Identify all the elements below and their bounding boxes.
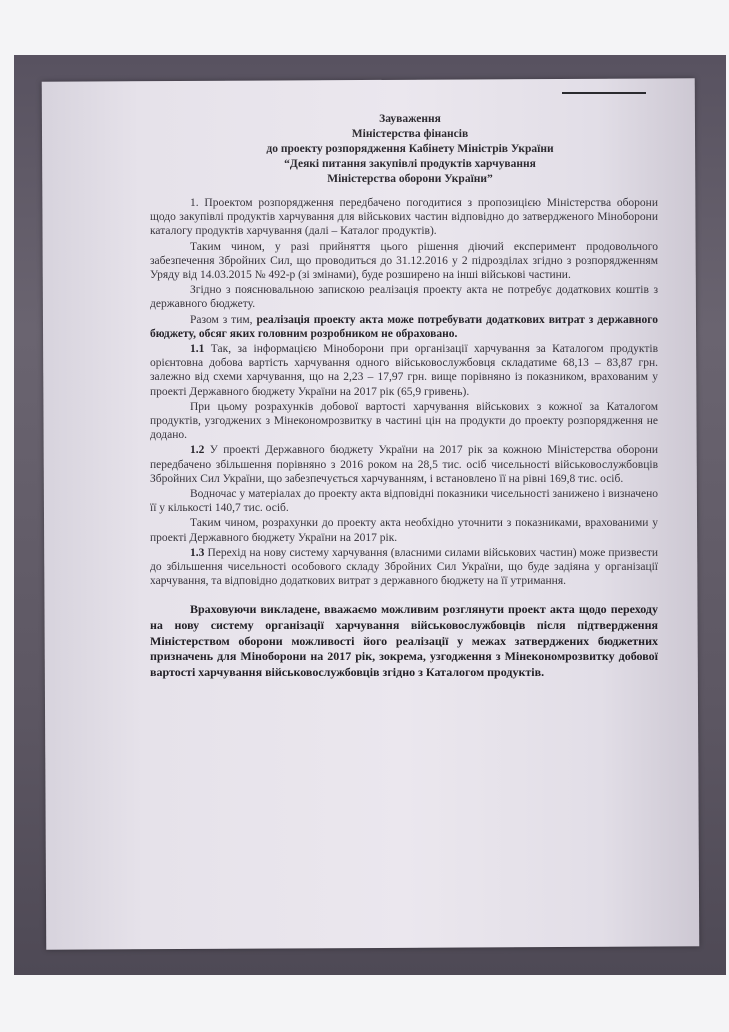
paragraph-number: 1.1 — [190, 343, 205, 356]
paragraph-2: Таким чином, у разі прийняття цього рішення діючий експеримент продовольчого забезпечення Збройних Сил, що проводиться до 31.12.2016 у 2 підрозділах згідно з розпорядженням Уряду від 14.03.2015 № 492-р (зі змінами), буде розширено на інші військові частини. — [150, 240, 658, 282]
paragraph-number: 1.2 — [190, 444, 205, 457]
paragraph-1-1 — [150, 342, 658, 399]
header-draft-title-cont: Міністерства оборони України” — [327, 173, 493, 185]
paragraph-emphasis: реалізація проекту акта може потребувати додаткових витрат з державного бюджету, обсяг яких головним розробником не обраховано. — [150, 313, 658, 340]
paragraph-1 — [150, 196, 658, 239]
header-ministry: Міністерства фінансів — [351, 128, 469, 140]
header-subject: до проекту розпорядження Кабінету Міністрів України — [266, 143, 554, 155]
paragraph-3: Згідно з пояснювальною запискою реалізація проекту акта не потребує додаткових коштів з державного бюджету. — [150, 284, 658, 311]
header-title: Зауваження — [379, 113, 441, 125]
paragraph-text: Проектом розпорядження передбачено погодитися з пропозицією Міністерства оборони щодо закупівлі продуктів харчування для військових частин відповідно до затвердженого Міноборони каталогу продуктів харчування (далі – Каталог продуктів). — [150, 197, 658, 238]
paragraph-6: При цьому розрахунків добової вартості харчування військових з кожної за Каталогом продуктів, узгоджених з Мінекономрозвитку в частині цін на продукти до проекту розпорядження не додано. — [150, 400, 658, 442]
paragraph-text: Так, за інформацією Міноборони при організації харчування за Каталогом продуктів орієнтовна добова вартість харчування одного військовослужбовця складатиме 68,13 – 83,87 грн. залежно від схеми харчування, що на 2,23 – 17,97 грн. вище порівняно із показником, врахованим у проекті Державного бюджету України на 2017 рік (65,9 гривень). — [150, 343, 658, 398]
paragraph-text: У проекті Державного бюджету України на 2017 рік за кожною Міністерства оборони передбачено збільшення порівняно з 2016 роком на 28,5 тис. осіб чисельності військовослужбовців Збройних Сил України, що забезпечується харчуванням, і встановлено її на рівні 169,8 тис. осіб. — [150, 444, 658, 485]
paragraph-text: Перехід на нову систему харчування (власними силами військових частин) може призвести до збільшення чисельності особового складу Збройних Сил України, що буде задіяна у організації харчування, та відповідно додаткових витрат з державного бюджету на її утримання. — [150, 546, 658, 588]
paragraph-number: 1.3 — [190, 546, 205, 559]
paragraph-4 — [150, 313, 658, 341]
paragraph-1-3 — [150, 546, 658, 589]
header-draft-title: “Деякі питання закупівлі продуктів харчування — [284, 158, 536, 170]
document-body — [150, 196, 658, 680]
paragraph-lead: Разом з тим, — [190, 313, 253, 326]
paragraph-9: Таким чином, розрахунки до проекту акта необхідно уточнити з показниками, врахованими у проекті Державного бюджету України на 2017 рік. — [150, 517, 658, 544]
photo-bottom-margin — [14, 975, 726, 1032]
paragraph-8: Водночас у матеріалах до проекту акта відповідні показники чисельності занижено і визначено її у кількості 140,7 тис. осіб. — [150, 488, 658, 515]
conclusion-paragraph: Враховуючи викладене, вважаємо можливим розглянути проект акта щодо переходу на нову систему організації харчування військовослужбовців після підтвердження Міністерством оборони можливості його реалізації у межах затверджених бюджетних призначень для Міноборони на 2017 рік, зокрема, узгодження з Мінекономрозвитку добової вартості харчування військовослужбовців згідно з Каталогом продуктів. — [150, 602, 658, 679]
document-header — [230, 112, 590, 187]
paragraph-number: 1. — [190, 197, 199, 209]
paragraph-1-2 — [150, 443, 658, 486]
header-rule — [562, 92, 646, 94]
